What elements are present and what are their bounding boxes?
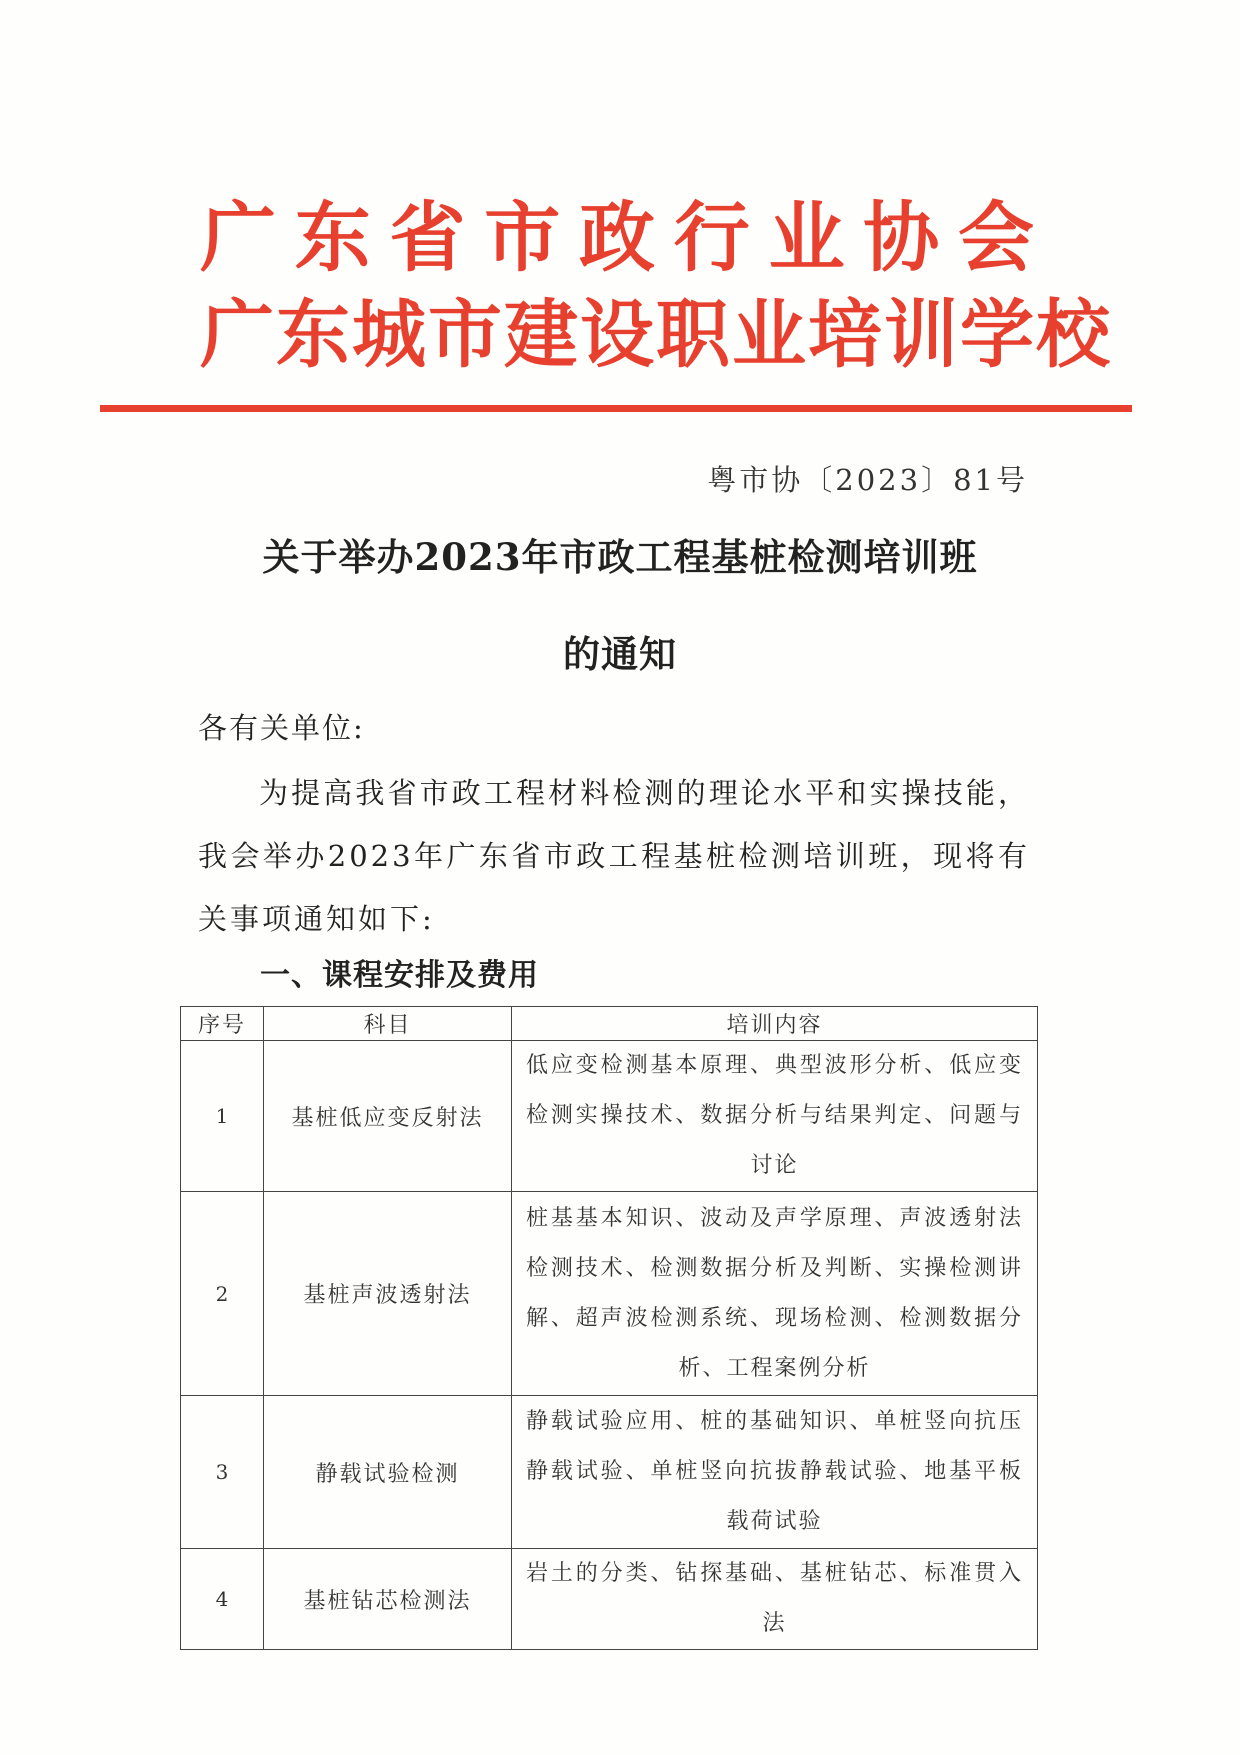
- document-number: 粤市协〔2023〕81号: [707, 463, 1028, 497]
- row-content: 低应变检测基本原理、典型波形分析、低应变检测实操技术、数据分析与结果判定、问题与讨论: [512, 1041, 1038, 1192]
- row-content: 桩基基本知识、波动及声学原理、声波透射法检测技术、检测数据分析及判断、实操检测讲解、超声波检测系统、现场检测、检测数据分析、工程案例分析: [512, 1192, 1038, 1396]
- letterhead-red-rule: [100, 405, 1132, 412]
- salutation: 各有关单位:: [198, 711, 365, 745]
- body-paragraph: 为提高我省市政工程材料检测的理论水平和实操技能，我会举办2023年广东省市政工程基桩检测培训班，现将有关事项通知如下:: [198, 776, 1030, 936]
- row-subject: 静载试验检测: [264, 1396, 512, 1549]
- table-row: [181, 1192, 1038, 1396]
- letterhead-org-association: 广东省市政行业协会: [200, 193, 1040, 282]
- column-header-content: 培训内容: [512, 1007, 1038, 1041]
- section-heading-course-schedule: 一、课程安排及费用: [260, 958, 539, 993]
- column-header-subject: 科目: [264, 1007, 512, 1041]
- row-content: 静载试验应用、桩的基础知识、单桩竖向抗压静载试验、单桩竖向抗拔静载试验、地基平板载荷试验: [512, 1396, 1038, 1549]
- document-title-line-2: 的通知: [563, 632, 677, 676]
- letterhead-org-school: 广东城市建设职业培训学校: [200, 292, 1112, 378]
- table-row: [181, 1041, 1038, 1192]
- table-row: [181, 1396, 1038, 1549]
- course-table: [180, 1006, 1038, 1650]
- row-content: 岩土的分类、钻探基础、基桩钻芯、标准贯入法: [512, 1549, 1038, 1650]
- row-subject: 基桩声波透射法: [264, 1192, 512, 1396]
- row-subject: 基桩低应变反射法: [264, 1041, 512, 1192]
- table-header-row: [181, 1007, 1038, 1041]
- document-title-line-1: 关于举办2023年市政工程基桩检测培训班: [262, 535, 978, 579]
- row-number: 4: [181, 1549, 264, 1650]
- row-number: 1: [181, 1041, 264, 1192]
- row-subject: 基桩钻芯检测法: [264, 1549, 512, 1650]
- row-number: 2: [181, 1192, 264, 1396]
- table-row: [181, 1549, 1038, 1650]
- row-number: 3: [181, 1396, 264, 1549]
- column-header-number: 序号: [181, 1007, 264, 1041]
